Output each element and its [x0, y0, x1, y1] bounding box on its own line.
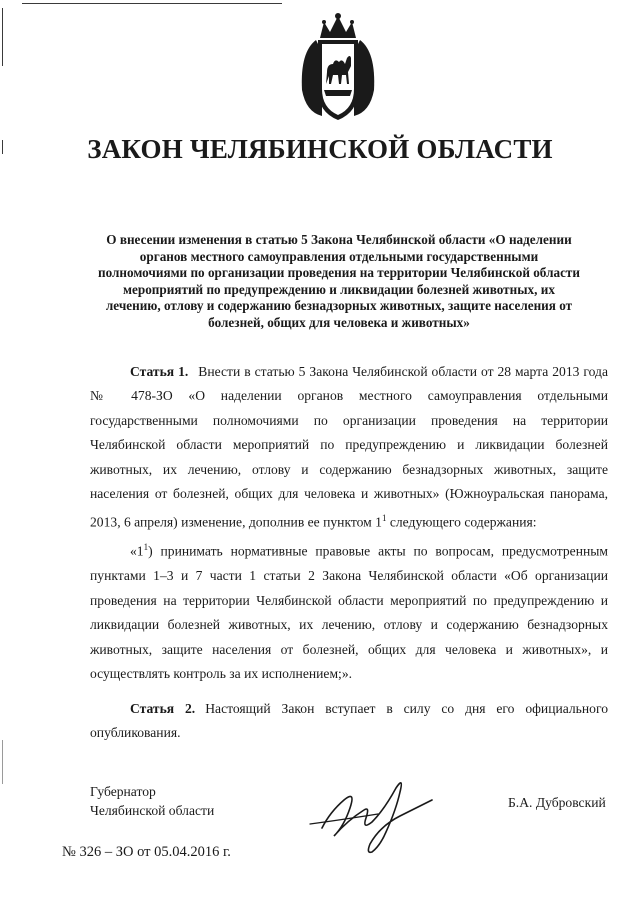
article-2	[90, 697, 608, 746]
registration-number: № 326 – ЗО от 05.04.2016 г.	[62, 844, 231, 860]
law-title: ЗАКОН ЧЕЛЯБИНСКОЙ ОБЛАСТИ	[87, 134, 553, 164]
article-1-text-end: следующего содержания:	[386, 514, 537, 530]
article-1-superscript: 1	[381, 513, 387, 524]
scan-edge-line-top	[22, 3, 282, 4]
inserted-item-open: «1	[130, 543, 144, 559]
article-2-label: Статья 2.	[130, 701, 196, 716]
article-2-text: Настоящий Закон вступает в силу со дня его официального опубликования.	[90, 701, 608, 741]
article-1	[90, 360, 608, 686]
article-1-label: Статья 1.	[130, 364, 189, 379]
signatory-position	[90, 782, 214, 820]
chelyabinsk-coat-of-arms-icon	[296, 12, 380, 124]
signatory-name: Б.А. Дубровский	[508, 795, 606, 810]
handwritten-signature	[300, 770, 460, 856]
article-1-inserted-item	[90, 535, 608, 686]
law-subject: О внесении изменения в статью 5 Закона Челябинской области «О наделении органов местного самоуправления отдельными государственными полномочиями по организации проведения на территории Челябинской области мероприятий по предупреждению и ликвидации болезней животных, их лечению, отлову и содержанию безнадзорных животных, защите населения от болезней, общих для человека и животных»	[97, 232, 580, 330]
scan-edge-line-left	[2, 8, 3, 66]
inserted-item-text: ) принимать нормативные правовые акты по вопросам, предусмотренным пунктами 1–3 и 7 части 1 статьи 2 Закона Челябинской области «Об организации проведения на территории Челябинской области мероприятий по предупреждению и ликвидации болезней животных, их лечению, отлову и содержанию безнадзорных животных, защите населения от болезней, общих для человека и животных», и осуществлять контроль за их исполнением;».	[90, 543, 608, 681]
inserted-item-superscript: 1	[143, 542, 149, 553]
article-1-text: Внести в статью 5 Закона Челябинской области от 28 марта 2013 года № 478-ЗО «О наделении органов местного самоуправления отдельными государственными полномочиями по организации проведения на территории Челябинской области мероприятий по предупреждению и ликвидации болезней животных, их лечению, отлову и содержанию безнадзорных животных, защите населения от болезней, общих для человека и животных» (Южноуральская панорама, 2013, 6 апреля) изменение, дополнив ее пунктом 1	[90, 364, 608, 530]
scan-edge-mark-left-low	[2, 740, 3, 784]
signatory-position-line2: Челябинской области	[90, 803, 215, 818]
article-1-paragraph	[90, 360, 608, 535]
signatory-position-line1: Губернатор	[90, 784, 156, 799]
article-2-paragraph	[90, 697, 608, 746]
